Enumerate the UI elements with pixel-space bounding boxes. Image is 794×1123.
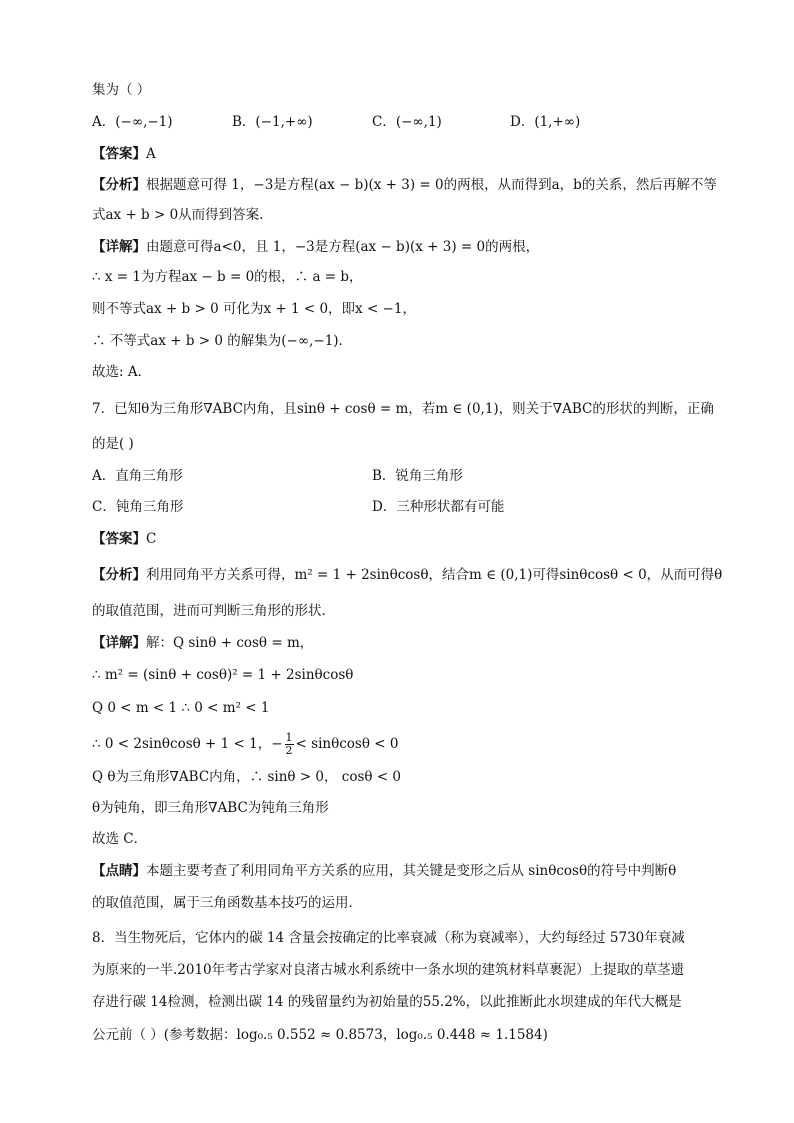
q6-detail-line-3: 则不等式ax + b > 0 可化为x + 1 < 0，即x < −1， (92, 301, 416, 317)
q6-stem-tail: 集为（ ） (92, 82, 151, 98)
detail-tag: 【详解】 (92, 239, 146, 255)
q7-option-a: A．直角三角形 (92, 468, 183, 484)
q7-analysis-line-2: 的取值范围，进而可判断三角形的形状． (92, 603, 335, 619)
comment-tag: 【点睛】 (92, 863, 146, 879)
q6-analysis-text-1: 根据题意可得 1，−3是方程(ax − b)(x + 3) = 0的两根，从而得到a，b的关系，然后再解不等 (146, 177, 717, 193)
q7-detail-line-5: Q θ为三角形∇ABC内角，∴ sinθ > 0， cosθ < 0 (92, 769, 402, 785)
q6-analysis-line-1 (92, 176, 717, 194)
analysis-tag: 【分析】 (92, 567, 146, 583)
analysis-tag: 【分析】 (92, 177, 146, 193)
q7-detail-line-3: Q 0 < m < 1 ∴ 0 < m² < 1 (92, 700, 270, 716)
q7-option-b: B．锐角三角形 (372, 468, 463, 484)
q6-choose: 故选: A． (92, 364, 152, 380)
detail-tag: 【详解】 (92, 635, 146, 651)
q8-stem-line-1: 8．当生物死后，它体内的碳 14 含量会按确定的比率衰减（称为衰减率），大约每经过 5730年衰减 (92, 930, 685, 946)
fraction-numerator: 1 (285, 731, 293, 744)
q7-comment-line-2: 的取值范围，属于三角函数基本技巧的运用． (92, 895, 362, 911)
fraction-one-half (285, 732, 294, 757)
q6-option-b: B．(−1,+∞) (232, 114, 313, 130)
q7-detail-line-6: θ为钝角，即三角形∇ABC为钝角三角形 (92, 800, 329, 816)
q7-stem-line-2: 的是( ) (92, 436, 134, 452)
q7-detail-text-4b: < sinθcosθ < 0 (295, 736, 399, 752)
q7-option-d: D．三种形状都有可能 (372, 499, 505, 515)
q7-analysis-text-1: 利用同角平方关系可得，m² = 1 + 2sinθcosθ，结合m ∈ (0,1)可得sinθcosθ < 0，从而可得θ (146, 567, 723, 583)
answer-tag: 【答案】 (92, 531, 146, 547)
q7-detail-line-1 (92, 634, 313, 652)
q7-detail-text-1: 解：Q sinθ + cosθ = m， (146, 635, 314, 651)
q6-option-a: A．(−∞,−1) (92, 114, 173, 130)
q7-detail-line-4 (92, 732, 398, 757)
q7-comment-line-1 (92, 862, 676, 880)
q6-answer-line (92, 145, 156, 163)
q7-comment-text-1: 本题主要考查了利用同角平方关系的应用，其关键是变形之后从 sinθcosθ的符号中判断θ (146, 863, 677, 879)
fraction-denominator: 2 (285, 744, 293, 757)
q7-detail-line-2: ∴ m² = (sinθ + cosθ)² = 1 + 2sinθcosθ (92, 667, 354, 683)
q6-analysis-line-2: 式ax + b > 0从而得到答案. (92, 207, 264, 223)
q7-choose: 故选 C． (92, 831, 148, 847)
q7-stem-line-1: 7．已知θ为三角形∇ABC内角，且sinθ + cosθ = m，若m ∈ (0,1)，则关于∇ABC的形状的判断，正确 (92, 401, 714, 417)
q6-detail-line-2: ∴ x = 1为方程ax − b = 0的根，∴ a = b， (92, 269, 363, 285)
q7-answer: C (146, 531, 157, 547)
q6-answer: A (146, 146, 156, 162)
q8-stem-line-3: 存进行碳 14检测，检测出碳 14 的残留量约为初始量的55.2%，以此推断此水坝建成的年代大概是 (92, 994, 682, 1010)
q6-detail-line-4: ∴ 不等式ax + b > 0 的解集为(−∞,−1)． (92, 333, 353, 349)
q6-option-d: D．(1,+∞) (510, 114, 581, 130)
q6-option-c: C．(−∞,1) (372, 114, 442, 130)
q6-detail-line-1 (92, 238, 539, 256)
q8-stem-line-2: 为原来的一半.2010年考古学家对良渚古城水利系统中一条水坝的建筑材料草裹泥）上提取的草茎遗 (92, 962, 685, 978)
q7-answer-line (92, 530, 156, 548)
q7-detail-text-4a: ∴ 0 < 2sinθcosθ + 1 < 1，− (92, 736, 283, 752)
q7-option-c: C．钝角三角形 (92, 499, 184, 515)
q8-stem-line-4: 公元前（ ）(参考数据：log₀.₅ 0.552 ≈ 0.8573，log₀.₅ 0.448 ≈ 1.1584) (92, 1027, 548, 1043)
q6-detail-text-1: 由题意可得a<0，且 1，−3是方程(ax − b)(x + 3) = 0的两根， (146, 239, 540, 255)
q7-analysis-line-1 (92, 566, 722, 584)
answer-tag: 【答案】 (92, 146, 146, 162)
